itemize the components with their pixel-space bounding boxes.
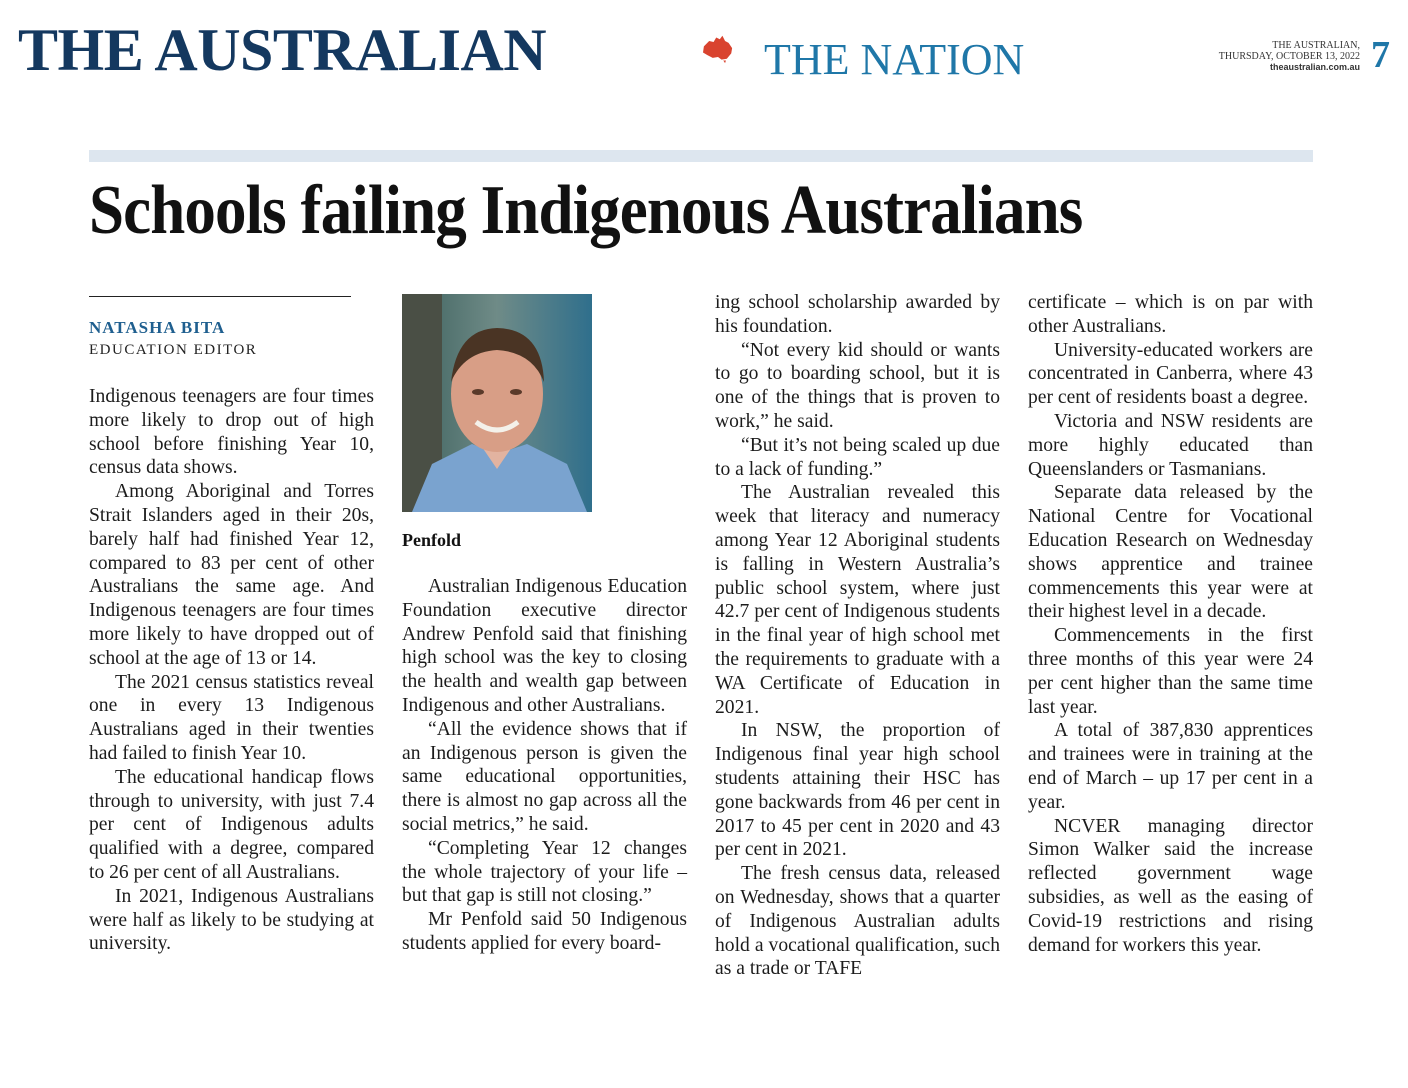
paragraph: NCVER managing director Simon Walker said the increase reflected government wage subsidies, as well as the easing of Covid-19 restrictions and rising demand for workers this year. — [1028, 815, 1313, 956]
paragraph: certificate – which is on par with other Australians. — [1028, 292, 1313, 337]
date-block — [1219, 40, 1360, 73]
paragraph: Indigenous teenagers are four times more likely to drop out of high school before finishing Year 10, census data shows. — [89, 386, 374, 479]
paragraph: The 2021 census statistics reveal one in every 13 Indigenous Australians aged in their twenties had failed to finish Year 10. — [89, 671, 374, 764]
paragraph: The educational handicap flows through to university, with just 7.4 per cent of Indigenous adults qualified with a degree, compared to 26 per cent of all Australians. — [89, 766, 374, 883]
article-column-1 — [89, 385, 374, 956]
paragraph: Separate data released by the National Centre for Vocational Education Research on Wednesday shows apprentice and trainee commencements this year were at their highest level in a decade. — [1028, 482, 1313, 623]
paragraph: “But it’s not being scaled up due to a lack of funding.” — [715, 434, 1000, 480]
paragraph: In 2021, Indigenous Australians were half as likely to be studying at university. — [89, 885, 374, 955]
article-column-4 — [1028, 291, 1313, 957]
masthead-logo: THE AUSTRALIAN — [18, 17, 547, 83]
paragraph: Australian Indigenous Education Foundation executive director Andrew Penfold said that finishing high school was the key to closing the health and wealth gap between Indigenous and other Australians. — [402, 576, 687, 716]
author-name: NATASHA BITA — [89, 318, 226, 337]
section-name: THE NATION — [764, 35, 1025, 84]
paragraph: The fresh census data, released on Wednesday, shows that a quarter of Indigenous Australian adults hold a vocational qualification, such as a trade or TAFE — [715, 863, 1000, 980]
header-rule — [89, 150, 1313, 162]
headline: Schools failing Indigenous Australians — [89, 172, 1083, 249]
paragraph: In NSW, the proportion of Indigenous final year high school students attaining their HSC has gone backwards from 46 per cent in 2017 to 45 per cent in 2020 and 43 per cent in 2021. — [715, 720, 1000, 861]
australia-map-icon — [700, 34, 736, 64]
paragraph: “All the evidence shows that if an Indigenous person is given the same educational opportunities, there is almost no gap across all the social metrics,” he said. — [402, 718, 687, 835]
author-role: EDUCATION EDITOR — [89, 342, 258, 358]
penfold-photo — [402, 294, 592, 512]
article-column-3 — [715, 291, 1000, 981]
date-line-2: THURSDAY, OCTOBER 13, 2022 — [1218, 51, 1360, 62]
photo-caption: Penfold — [402, 530, 462, 550]
paragraph: Mr Penfold said 50 Indigenous students applied for every board- — [402, 909, 687, 954]
paragraph: Victoria and NSW residents are more highly educated than Queenslanders or Tasmanians. — [1028, 410, 1313, 480]
paragraph: Among Aboriginal and Torres Strait Islanders aged in their 20s, barely half had finished Year 12, compared to 83 per cent of other Australians the same age. And Indigenous teenagers are four times more likely to have dropped out of school at the age of 13 or 14. — [89, 481, 374, 669]
article-column-2 — [402, 575, 687, 956]
paragraph: University-educated workers are concentrated in Canberra, where 43 per cent of residents boast a degree. — [1028, 339, 1313, 409]
site-url: theaustralian.com.au — [1269, 62, 1360, 72]
byline-rule — [89, 296, 351, 297]
paragraph: Commencements in the first three months of this year were 24 per cent higher than the same time last year. — [1028, 625, 1313, 718]
paragraph: ing school scholarship awarded by his foundation. — [715, 292, 1000, 337]
paragraph: The Australian revealed this week that literacy and numeracy among Year 12 Aboriginal students is falling in Western Australia’s public school system, where just 42.7 per cent of Indigenous students in the final year of high school met the requirements to graduate with a WA Certificate of Education in 2021. — [715, 482, 1000, 718]
page-number: 7 — [1371, 34, 1390, 76]
paragraph: A total of 387,830 apprentices and trainees were in training at the end of March – up 17 per cent in a year. — [1028, 720, 1313, 813]
paragraph: “Completing Year 12 changes the whole trajectory of your life – but that gap is still not closing.” — [402, 837, 687, 907]
date-line-1: THE AUSTRALIAN, — [1272, 40, 1360, 51]
paragraph: “Not every kid should or wants to go to boarding school, but it is one of the things that is proven to work,” he said. — [715, 339, 1000, 432]
